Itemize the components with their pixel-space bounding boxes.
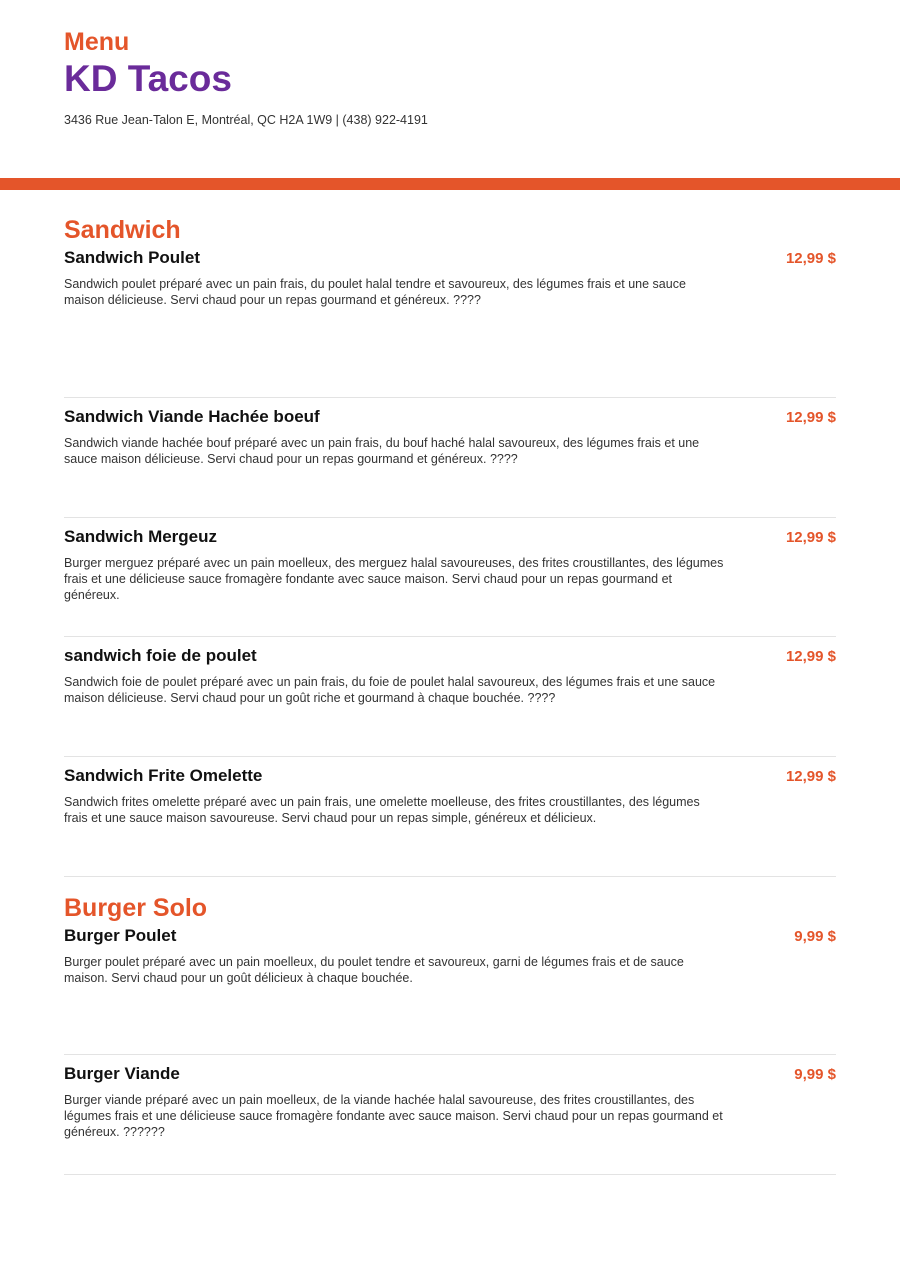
- menu-content: [64, 213, 836, 1175]
- menu-item: [64, 757, 836, 877]
- menu-item-header: [64, 925, 836, 948]
- menu-item-name: Sandwich Viande Hachée boeuf: [64, 407, 320, 426]
- menu-item-name: Sandwich Frite Omelette: [64, 766, 263, 785]
- menu-item-name: Burger Viande: [64, 1064, 180, 1083]
- section-title: Burger Solo: [64, 894, 208, 922]
- restaurant-name: KD Tacos: [64, 58, 232, 99]
- menu-item-price: 12,99 $: [785, 648, 836, 665]
- menu-item-description: Sandwich poulet préparé avec un pain frais, du poulet halal tendre et savoureux, des légumes frais et une sauce maison délicieuse. Servi chaud pour un repas gourmand et généreux. ????: [64, 277, 686, 307]
- menu-item-description: Burger viande préparé avec un pain moelleux, de la viande hachée halal savoureuse, des frites croustillantes, des légumes frais et une délicieuse sauce fromagère fondante avec sauce maison. Servi chaud pour un repas gourmand et généreux. ??????: [64, 1093, 723, 1139]
- menu-item: [64, 1055, 836, 1175]
- menu-header: [64, 28, 836, 128]
- menu-item-price: 12,99 $: [785, 409, 836, 426]
- menu-item-name: Sandwich Poulet: [64, 248, 201, 267]
- menu-item: [64, 518, 836, 637]
- menu-item: [64, 398, 836, 518]
- menu-item-header: [64, 247, 836, 270]
- menu-item: [64, 247, 836, 398]
- menu-item-price: 12,99 $: [785, 529, 836, 546]
- menu-item-header: [64, 406, 836, 429]
- menu-item-price: 9,99 $: [794, 928, 836, 945]
- section-title: Sandwich: [64, 216, 181, 244]
- menu-item-header: [64, 1063, 836, 1086]
- menu-item-description: Sandwich frites omelette préparé avec un pain frais, une omelette moelleuse, des frites croustillantes, des légumes frais et une sauce maison savoureuse. Servi chaud pour un repas simple, généreux et délicieux.: [64, 795, 700, 825]
- accent-divider: [0, 178, 900, 190]
- menu-label: Menu: [64, 28, 130, 56]
- menu-item-name: Sandwich Mergeuz: [64, 527, 218, 546]
- menu-item-header: [64, 645, 836, 668]
- menu-item-description: Sandwich foie de poulet préparé avec un pain frais, du foie de poulet halal savoureux, des légumes frais et une sauce maison délicieuse. Servi chaud pour un goût riche et gourmand à chaque bouchée. ????: [64, 675, 716, 705]
- menu-item-description: Sandwich viande hachée bouf préparé avec un pain frais, du bouf haché halal savoureux, des légumes frais et une sauce maison délicieuse. Servi chaud pour un repas gourmand et généreux. ????: [64, 436, 700, 466]
- menu-item: [64, 637, 836, 757]
- menu-item: [64, 925, 836, 1055]
- restaurant-contact: 3436 Rue Jean-Talon E, Montréal, QC H2A 1W9 | (438) 922-4191: [64, 113, 428, 127]
- menu-item-price: 12,99 $: [785, 768, 836, 785]
- menu-item-name: Burger Poulet: [64, 926, 177, 945]
- section-sandwich: [64, 213, 836, 877]
- menu-item-header: [64, 765, 836, 788]
- menu-item-description: Burger poulet préparé avec un pain moelleux, du poulet tendre et savoureux, garni de légumes frais et de sauce maison. Servi chaud pour un goût délicieux à chaque bouchée.: [64, 955, 684, 985]
- menu-item-price: 12,99 $: [785, 250, 836, 267]
- menu-item-name: sandwich foie de poulet: [64, 646, 257, 665]
- menu-item-header: [64, 526, 836, 549]
- section-burger-solo: [64, 877, 836, 1175]
- menu-item-price: 9,99 $: [794, 1066, 836, 1083]
- menu-item-description: Burger merguez préparé avec un pain moelleux, des merguez halal savoureuses, des frites croustillantes, des légumes frais et une délicieuse sauce fromagère fondante avec sauce maison. Servi chaud pour un repas gourmand et généreux.: [64, 556, 724, 602]
